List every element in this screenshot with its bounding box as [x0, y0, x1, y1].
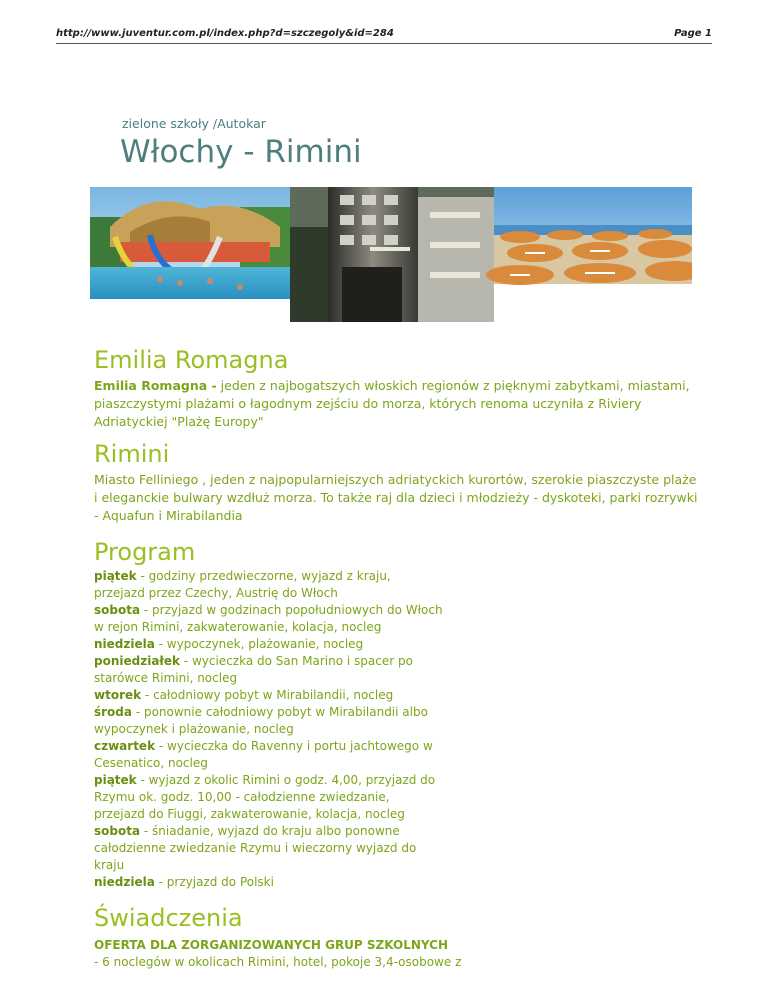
rimini-paragraph: Miasto Felliniego , jeden z najpopularniejszych adriatyckich kurortów, szerokie piaszczyste plaże i eleganckie bulwary wzdłuż morza. To także raj dla dzieci i młodzieży - dyskoteki, parki rozrywki - Aquafun i Mirabilandia: [94, 472, 698, 523]
program-day: niedziela: [94, 875, 155, 889]
program-item: [94, 704, 444, 738]
main-content: [94, 345, 699, 971]
program-item: [94, 738, 444, 772]
program-day: poniedziałek: [94, 654, 180, 668]
emilia-paragraph: [94, 377, 699, 431]
program-item: [94, 568, 444, 602]
program-text: - wypoczynek, plażowanie, nocleg: [154, 637, 364, 651]
offer-line: - 6 noclegów w okolicach Rimini, hotel, pokoje 3,4-osobowe z: [94, 955, 462, 969]
photo-strip: [90, 187, 692, 322]
program-item: [94, 687, 444, 704]
program-text: - śniadanie, wyjazd do kraju albo ponowne całodzienne zwiedzanie Rzymu i wieczorny wyjazd do kraju: [94, 824, 417, 872]
program-day: wtorek: [94, 688, 142, 702]
photo-collage: [90, 187, 692, 322]
page-title: Włochy - Rimini: [120, 134, 362, 170]
emilia-lead: Emilia Romagna -: [94, 378, 217, 393]
print-header: [56, 27, 712, 44]
program-text: - wycieczka do San Marino i spacer po starówce Rimini, nocleg: [94, 654, 413, 685]
section-heading-swiadczenia: Świadczenia: [94, 904, 243, 932]
program-day: niedziela: [94, 637, 155, 651]
program-list: [94, 568, 444, 891]
section-heading-emilia: Emilia Romagna: [94, 346, 289, 374]
program-text: - ponownie całodniowy pobyt w Mirabilandii albo wypoczynek i plażowanie, nocleg: [94, 705, 428, 736]
program-text: - przyjazd w godzinach popołudniowych do Włoch w rejon Rimini, zakwaterowanie, kolacja, nocleg: [94, 603, 443, 634]
program-item: [94, 653, 444, 687]
program-day: środa: [94, 705, 132, 719]
hotel-photo: [290, 187, 494, 322]
program-text: - wyjazd z okolic Rimini o godz. 4,00, przyjazd do Rzymu ok. godz. 10,00 - całodzienne zwiedzanie, przejazd do Fiuggi, zakwaterowanie, kolacja, nocleg: [94, 773, 436, 821]
offer-subheading: OFERTA DLA ZORGANIZOWANYCH GRUP SZKOLNYCH: [94, 938, 449, 952]
emilia-text: jeden z najbogatszych włoskich regionów z pięknymi zabytkami, miastami, piaszczystymi plażami o łagodnym zejściu do morza, których renoma uczyniła z Riviery Adriatyckiej "Plażę Europy": [94, 378, 690, 429]
program-day: piątek: [94, 569, 137, 583]
program-item: [94, 602, 444, 636]
breadcrumb: zielone szkoły /Autokar: [122, 116, 266, 131]
program-day: czwartek: [94, 739, 156, 753]
program-day: sobota: [94, 824, 141, 838]
program-item: [94, 874, 444, 891]
program-text: - godziny przedwieczorne, wyjazd z kraju, przejazd przez Czechy, Austrię do Włoch: [94, 569, 391, 600]
program-item: [94, 772, 444, 823]
program-text: - całodniowy pobyt w Mirabilandii, nocleg: [141, 688, 394, 702]
aquapark-photo: [90, 187, 290, 299]
section-heading-rimini: Rimini: [94, 440, 170, 468]
beach-photo: [486, 187, 692, 285]
section-heading-program: Program: [94, 538, 196, 566]
program-item: [94, 636, 444, 653]
program-item: [94, 823, 444, 874]
program-text: - przyjazd do Polski: [154, 875, 274, 889]
program-day: piątek: [94, 773, 137, 787]
program-text: - wycieczka do Ravenny i portu jachtowego w Cesenatico, nocleg: [94, 739, 433, 770]
program-day: sobota: [94, 603, 141, 617]
page-number: Page 1: [674, 28, 712, 39]
page-url: http://www.juventur.com.pl/index.php?d=szczegoly&id=284: [56, 28, 394, 39]
